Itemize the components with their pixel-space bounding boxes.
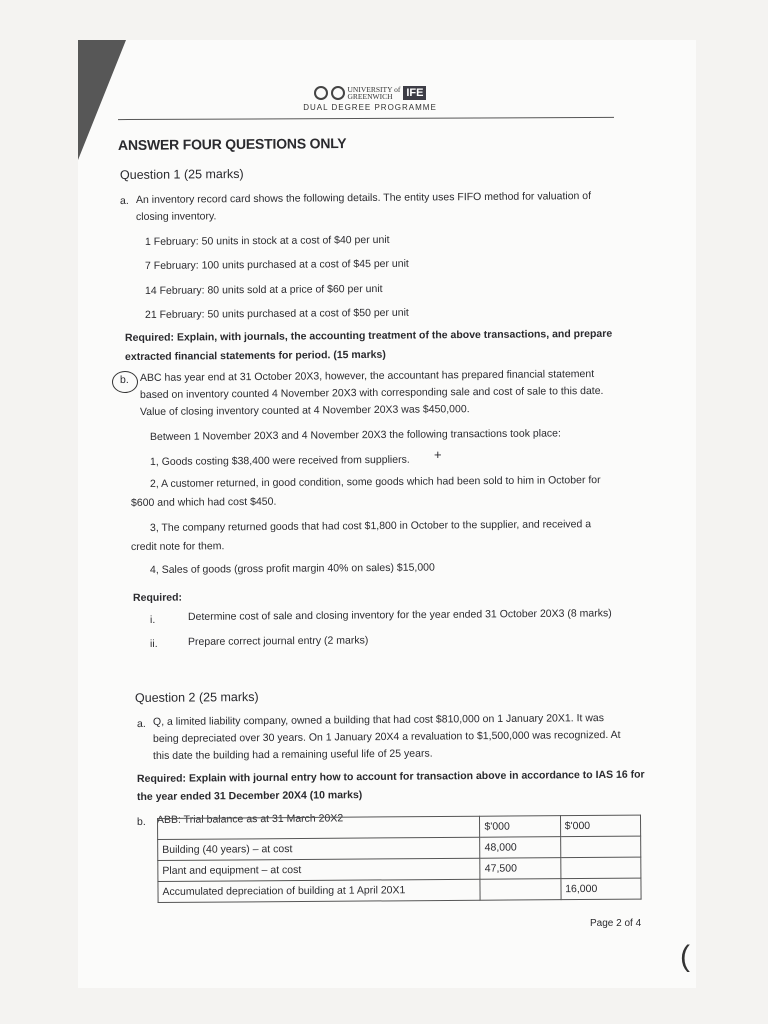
q1b-between: Between 1 November 20X3 and 4 November 20X3 the following transactions took place: (149, 427, 561, 443)
q1a-required-cont: extracted financial statements for period. (15 marks) (124, 348, 386, 363)
q2b-label: b. (136, 815, 146, 828)
q1b-transaction-2-cont: $600 and which had cost $450. (130, 495, 277, 509)
pen-mark: ( (680, 940, 690, 973)
page-number: Page 2 of 4 (590, 918, 642, 929)
table-cell (560, 836, 640, 858)
q1b-text-3: Value of closing inventory counted at 4 November 20X3 was $450,000. (139, 403, 470, 418)
q1b-transaction-2: 2, A customer returned, in good condition, some goods which had been sold to him in October for (149, 474, 601, 490)
seal-icon (314, 86, 328, 100)
university-line2: GREENWICH (347, 92, 393, 101)
table-cell (480, 879, 560, 901)
q1b-transaction-1: 1, Goods costing $38,400 were received from suppliers. (149, 453, 410, 468)
q2b-title: ABB: Trial balance as at 31 March 20X2 (156, 812, 344, 826)
q1a-item-3: 14 February: 80 units sold at a price of $60 per unit (144, 282, 383, 297)
ife-logo: IFE (403, 86, 426, 100)
q1b-label: b. (119, 373, 129, 386)
q2a-required: Required: Explain with journal entry how to account for transaction above in accordance to IAS 16 for (136, 768, 645, 785)
programme-name: DUAL DEGREE PROGRAMME (303, 103, 437, 112)
q2a-text-1: Q, a limited liability company, owned a building that had cost $810,000 on 1 January 20X1. It was (152, 712, 605, 728)
table-cell: Plant and equipment – at cost (158, 858, 481, 881)
crest-icon (331, 86, 345, 100)
table-header-cell: $'000 (560, 815, 640, 837)
q1b-text-1: ABC has year end at 31 October 20X3, however, the accountant has prepared financial statement (139, 368, 595, 384)
table-cell: 47,500 (480, 858, 560, 880)
table-cell: Building (40 years) – at cost (158, 837, 481, 860)
q1b-transaction-4: 4, Sales of goods (gross profit margin 40% on sales) $15,000 (149, 561, 435, 576)
table-header-cell (158, 816, 481, 839)
table-cell: 16,000 (561, 878, 641, 900)
q1b-required: Required: (132, 591, 183, 604)
university-header (300, 86, 440, 112)
q1b-transaction-3-cont: credit note for them. (130, 540, 225, 553)
instruction-heading: ANSWER FOUR QUESTIONS ONLY (117, 135, 347, 153)
table-cell: 48,000 (480, 837, 560, 859)
q2a-text-2: being depreciated over 30 years. On 1 January 20X4 a revaluation to $1,500,000 was recognized. At (152, 728, 621, 745)
q1a-label: a. (119, 194, 129, 207)
q1b-transaction-3: 3, The company returned goods that had cost $1,800 in October to the supplier, and received a (149, 518, 592, 534)
q1b-req-i-label: i. (149, 613, 156, 626)
q1a-item-1: 1 February: 50 units in stock at a cost of $40 per unit (144, 233, 390, 248)
q2a-label: a. (136, 717, 146, 730)
q2a-text-3: this date the building had a remaining useful life of 25 years. (152, 747, 433, 762)
q1b-req-i: Determine cost of sale and closing inventory for the year ended 31 October 20X3 (8 marks) (187, 607, 612, 623)
q2-title: Question 2 (25 marks) (134, 689, 259, 705)
q1b-text-2: based on inventory counted 4 November 20X3 with corresponding sale and cost of sale to this date. (139, 384, 604, 401)
q1a-text: An inventory record card shows the following details. The entity uses FIFO method for valuation of (135, 190, 592, 206)
q1-title: Question 1 (25 marks) (119, 166, 244, 182)
trial-balance-table (157, 815, 642, 903)
university-line1: UNIVERSITY of (347, 85, 401, 94)
q1a-text-cont: closing inventory. (135, 210, 217, 223)
q1a-required: Required: Explain, with journals, the accounting treatment of the above transactions, and prepare (124, 327, 613, 344)
table-row (158, 878, 641, 902)
q1a-item-2: 7 February: 100 units purchased at a cost of $45 per unit (144, 257, 409, 272)
table-cell (560, 857, 640, 879)
table-header-cell: $'000 (480, 816, 560, 838)
q1a-item-4: 21 February: 50 units purchased at a cost of $50 per unit (144, 306, 409, 321)
q1b-req-ii-label: ii. (149, 637, 158, 650)
q1b-req-ii: Prepare correct journal entry (2 marks) (187, 634, 369, 648)
table-cell: Accumulated depreciation of building at 1 April 20X1 (158, 879, 481, 902)
q2a-required-cont: the year ended 31 December 20X4 (10 marks) (136, 789, 363, 803)
handwritten-plus: + (434, 447, 442, 462)
